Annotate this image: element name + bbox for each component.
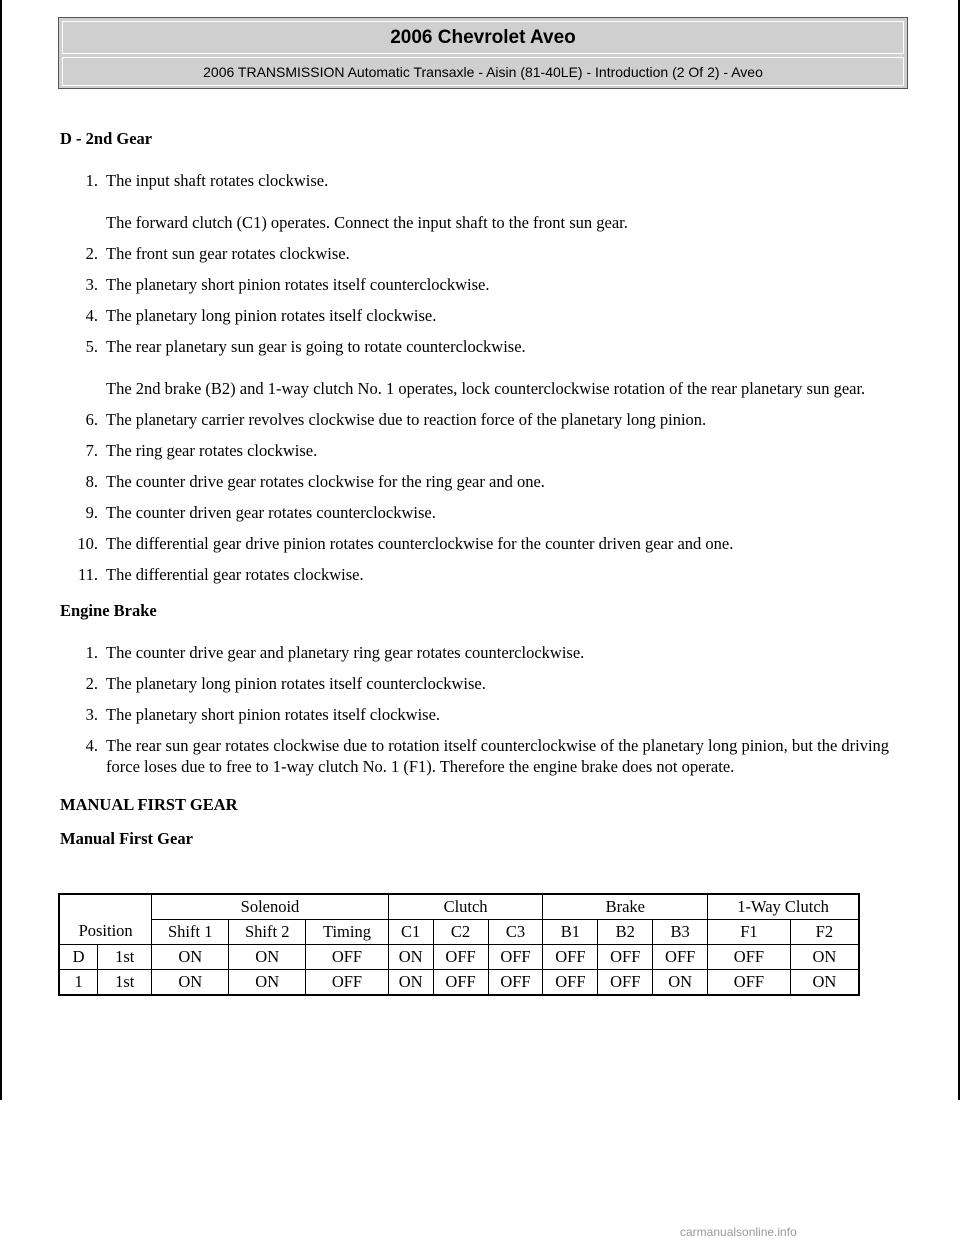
table-cell: OFF	[598, 970, 653, 996]
table-cell: ON	[229, 970, 306, 996]
list-item-number: 7.	[85, 441, 98, 460]
list-item	[60, 336, 910, 357]
list-item-text: The differential gear drive pinion rotates counterclockwise for the counter driven gear and one.	[106, 534, 734, 553]
table-cell: OFF	[653, 945, 708, 970]
list-item	[60, 170, 910, 191]
manual-first-gear-table	[58, 893, 860, 996]
list-item	[60, 274, 910, 295]
document-body	[60, 128, 910, 849]
table-cell: OFF	[488, 970, 543, 996]
table-cell: ON	[229, 945, 306, 970]
list-item-text: The front sun gear rotates clockwise.	[106, 244, 350, 263]
table-sub-header: C3	[488, 920, 543, 945]
list-item-text: The ring gear rotates clockwise.	[106, 441, 318, 460]
list-item-note: The 2nd brake (B2) and 1-way clutch No. 1 operates, lock counterclockwise rotation of the rear planetary sun gear.	[106, 379, 866, 398]
table-sub-header-row	[59, 920, 859, 945]
table-sub-header: C1	[388, 920, 433, 945]
table-cell: ON	[653, 970, 708, 996]
list-item-text: The counter driven gear rotates counterclockwise.	[106, 503, 436, 522]
list-item-text: The input shaft rotates clockwise.	[106, 171, 329, 190]
list-item	[60, 440, 910, 461]
list-item	[60, 533, 910, 554]
table-row	[59, 945, 859, 970]
table-cell: D	[59, 945, 98, 970]
list-item	[60, 471, 910, 492]
list-item-text: The planetary short pinion rotates itself clockwise.	[106, 705, 441, 724]
list-item-number: 1.	[85, 171, 98, 190]
list-item-number: 9.	[85, 503, 98, 522]
table-sub-header: Timing	[306, 920, 389, 945]
header-1-way-clutch: 1-Way Clutch	[708, 894, 859, 920]
list-item-text: The rear sun gear rotates clockwise due to rotation itself counterclockwise of the planetary long pinion, but the driving force loses due to free to 1-way clutch No. 1 (F1). Therefore the engine brake does not operate.	[106, 736, 890, 776]
header-title: 2006 Chevrolet Aveo	[62, 21, 904, 54]
list-item	[60, 642, 910, 663]
list-item-number: 10.	[77, 534, 98, 553]
list-item	[60, 735, 910, 777]
list-item	[60, 305, 910, 326]
steps-engine-brake	[60, 642, 910, 777]
list-item-text: The planetary long pinion rotates itself counterclockwise.	[106, 674, 486, 693]
table-cell: ON	[388, 945, 433, 970]
heading-d-2nd-gear: D - 2nd Gear	[60, 129, 153, 148]
header-subtitle: 2006 TRANSMISSION Automatic Transaxle - Aisin (81-40LE) - Introduction (2 Of 2) - Aveo	[62, 57, 904, 86]
page-border-left	[0, 0, 2, 1100]
list-item-text: The differential gear rotates clockwise.	[106, 565, 364, 584]
table-sub-header: B3	[653, 920, 708, 945]
table-sub-header: Shift 1	[152, 920, 229, 945]
list-item-number: 5.	[85, 337, 98, 356]
table-cell: OFF	[543, 970, 598, 996]
list-item-text: The planetary carrier revolves clockwise due to reaction force of the planetary long pinion.	[106, 410, 707, 429]
list-item-note: The forward clutch (C1) operates. Connect the input shaft to the front sun gear.	[106, 213, 628, 232]
list-item-text: The planetary long pinion rotates itself clockwise.	[106, 306, 437, 325]
table-cell: OFF	[306, 945, 389, 970]
table-group-header-row	[59, 894, 859, 920]
list-item-number: 3.	[85, 705, 98, 724]
heading-manual-first-gear: MANUAL FIRST GEAR	[60, 795, 238, 814]
table-cell: 1st	[98, 970, 152, 996]
header-brake: Brake	[543, 894, 708, 920]
table-sub-header: F2	[790, 920, 859, 945]
table-cell: ON	[388, 970, 433, 996]
list-item-number: 2.	[85, 244, 98, 263]
table-cell: OFF	[433, 970, 488, 996]
list-item-number: 11.	[77, 565, 98, 584]
heading-engine-brake: Engine Brake	[60, 601, 157, 620]
table-cell: OFF	[708, 945, 791, 970]
list-item	[60, 409, 910, 430]
list-item-number: 8.	[85, 472, 98, 491]
table-cell: OFF	[708, 970, 791, 996]
header-solenoid: Solenoid	[152, 894, 388, 920]
table-cell: OFF	[433, 945, 488, 970]
list-item-number: 3.	[85, 275, 98, 294]
list-item-text: The counter drive gear and planetary ring gear rotates counterclockwise.	[106, 643, 585, 662]
table-cell: OFF	[306, 970, 389, 996]
table-sub-header: Shift 2	[229, 920, 306, 945]
list-item-text: The rear planetary sun gear is going to rotate counterclockwise.	[106, 337, 526, 356]
list-item	[60, 502, 910, 523]
table-row	[59, 970, 859, 996]
header-clutch: Clutch	[388, 894, 543, 920]
list-item	[60, 243, 910, 264]
list-item-number: 6.	[85, 410, 98, 429]
table-cell: 1	[59, 970, 98, 996]
table-cell: OFF	[488, 945, 543, 970]
table-cell: OFF	[543, 945, 598, 970]
table-sub-header: B2	[598, 920, 653, 945]
table-cell: ON	[790, 945, 859, 970]
list-item-number: 2.	[85, 674, 98, 693]
table-caption: Manual First Gear	[60, 829, 193, 848]
list-item	[60, 673, 910, 694]
table-cell: ON	[790, 970, 859, 996]
list-item-number: 1.	[85, 643, 98, 662]
watermark: carmanualsonline.info	[680, 1225, 797, 1239]
steps-d-2nd-gear	[60, 170, 910, 585]
table-sub-header: F1	[708, 920, 791, 945]
list-item	[60, 564, 910, 585]
list-item-number: 4.	[85, 306, 98, 325]
table-sub-header: C2	[433, 920, 488, 945]
table-cell: 1st	[98, 945, 152, 970]
list-item-number: 4.	[85, 736, 98, 755]
header-position: Position	[59, 894, 152, 945]
table-cell: ON	[152, 945, 229, 970]
document-header	[58, 17, 908, 89]
table-cell: ON	[152, 970, 229, 996]
list-item-text: The planetary short pinion rotates itself counterclockwise.	[106, 275, 490, 294]
table-cell: OFF	[598, 945, 653, 970]
list-item	[60, 704, 910, 725]
table-sub-header: B1	[543, 920, 598, 945]
table-body	[59, 945, 859, 996]
list-item-text: The counter drive gear rotates clockwise for the ring gear and one.	[106, 472, 545, 491]
